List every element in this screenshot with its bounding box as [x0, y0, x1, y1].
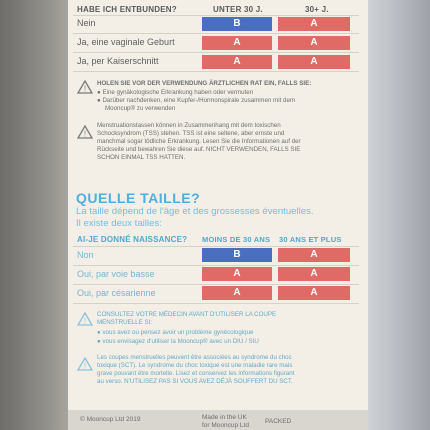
- size-badge: A: [278, 55, 350, 69]
- de-warning-bullet: ● Darüber nachdenken, eine Kupfer-/Hormonspirale zusammen mit dem: [97, 97, 296, 104]
- de-table-col1: UNTER 30 J.: [213, 5, 263, 14]
- svg-text:!: !: [83, 316, 87, 326]
- size-badge: A: [202, 36, 272, 50]
- fr-warning-title-1: CONSULTEZ VOTRE MÉDECIN AVANT D'UTILISER LA COUPE: [97, 311, 277, 318]
- divider: [73, 303, 359, 304]
- size-badge: A: [202, 267, 272, 281]
- svg-text:!: !: [83, 361, 87, 371]
- fr-sct-text-3: grave pouvant être mortelle. Lisez et conservez les informations figurant: [97, 370, 295, 377]
- fr-table-col2: 30 ANS ET PLUS: [279, 235, 342, 244]
- made-in-line-1: Made in the UK: [202, 414, 247, 421]
- divider: [73, 33, 359, 34]
- size-badge: A: [278, 248, 350, 262]
- fr-sct-text-1: Les coupes menstruelles peuvent être associées au syndrome du choc: [97, 354, 292, 361]
- divider: [73, 246, 359, 247]
- de-tss-text-3: manchmal sogar tödliche Erkrankung. Lesen Sie die Informationen auf der: [97, 138, 301, 145]
- fr-intro-1: La taille dépend de l'âge et des grossesses éventuelles.: [76, 206, 314, 217]
- de-warning-bullet-cont: Mooncup® zu verwenden: [105, 105, 176, 112]
- warning-icon: [77, 312, 93, 326]
- de-tss-text-5: SCHON EINMAL TSS HATTEN.: [97, 154, 186, 161]
- row-label: Ja, per Kaiserschnitt: [77, 56, 159, 66]
- size-badge: A: [278, 17, 350, 31]
- fr-warning-bullet: ● vous envisagez d'utiliser la Mooncup® avec un DIU / SIU: [97, 338, 259, 345]
- divider: [73, 52, 359, 53]
- de-warning-title: HOLEN SIE VOR DER VERWENDUNG ÄRZTLICHEN RAT EIN, FALLS SIE:: [97, 80, 312, 87]
- size-badge: A: [278, 36, 350, 50]
- made-in-line-2: for Mooncup Ltd: [202, 422, 249, 429]
- fr-intro-2: Il existe deux tailles:: [76, 218, 162, 229]
- svg-text:!: !: [83, 84, 87, 94]
- warning-icon: [77, 80, 93, 94]
- de-tss-text-4: Rückseite und bewahren Sie diese auf. NICHT VERWENDEN, FALLS SIE: [97, 146, 301, 153]
- row-label: Oui, par voie basse: [77, 269, 155, 279]
- row-label: Nein: [77, 18, 96, 28]
- de-table-question: HABE ICH ENTBUNDEN?: [77, 5, 177, 14]
- warning-icon: [77, 357, 93, 371]
- size-badge: A: [278, 267, 350, 281]
- de-warning-bullet: ● Eine gynäkologische Erkrankung haben oder vermuten: [97, 89, 254, 96]
- left-background: [0, 0, 68, 430]
- row-label: Non: [77, 250, 94, 260]
- copyright: © Mooncup Ltd 2019: [80, 416, 141, 423]
- right-background: [368, 0, 430, 430]
- divider: [73, 71, 359, 72]
- de-table-col2: 30+ J.: [305, 5, 329, 14]
- fr-sct-text-2: toxique (SCT). Le syndrome du choc toxique est une maladie rare mais: [97, 362, 293, 369]
- size-badge: B: [202, 248, 272, 262]
- divider: [73, 265, 359, 266]
- fr-table-question: AI-JE DONNÉ NAISSANCE?: [77, 235, 188, 244]
- fr-title: QUELLE TAILLE?: [76, 190, 201, 206]
- fr-sct-text-4: au verso. N'UTILISEZ PAS SI VOUS AVEZ DÉJÀ SOUFFERT DU SCT.: [97, 378, 293, 385]
- warning-icon: [77, 125, 93, 139]
- divider: [73, 284, 359, 285]
- de-tss-text-2: Schocksyndrom (TSS) stehen. TSS ist eine seltene, aber ernste und: [97, 130, 285, 137]
- fr-warning-title-2: MENSTRUELLE SI:: [97, 319, 153, 326]
- size-badge: A: [202, 286, 272, 300]
- row-label: Ja, eine vaginale Geburt: [77, 37, 175, 47]
- row-label: Oui, par césarienne: [77, 288, 156, 298]
- packed-label: PACKED: [265, 418, 292, 425]
- fr-warning-bullet: ● vous avez ou pensez avoir un problème gynécologique: [97, 329, 254, 336]
- svg-text:!: !: [83, 129, 87, 139]
- fr-table-col1: MOINS DE 30 ANS: [202, 235, 271, 244]
- size-badge: A: [278, 286, 350, 300]
- de-tss-text-1: Menstruationstassen können in Zusammenhang mit dem toxischen: [97, 122, 281, 129]
- size-badge: B: [202, 17, 272, 31]
- size-badge: A: [202, 55, 272, 69]
